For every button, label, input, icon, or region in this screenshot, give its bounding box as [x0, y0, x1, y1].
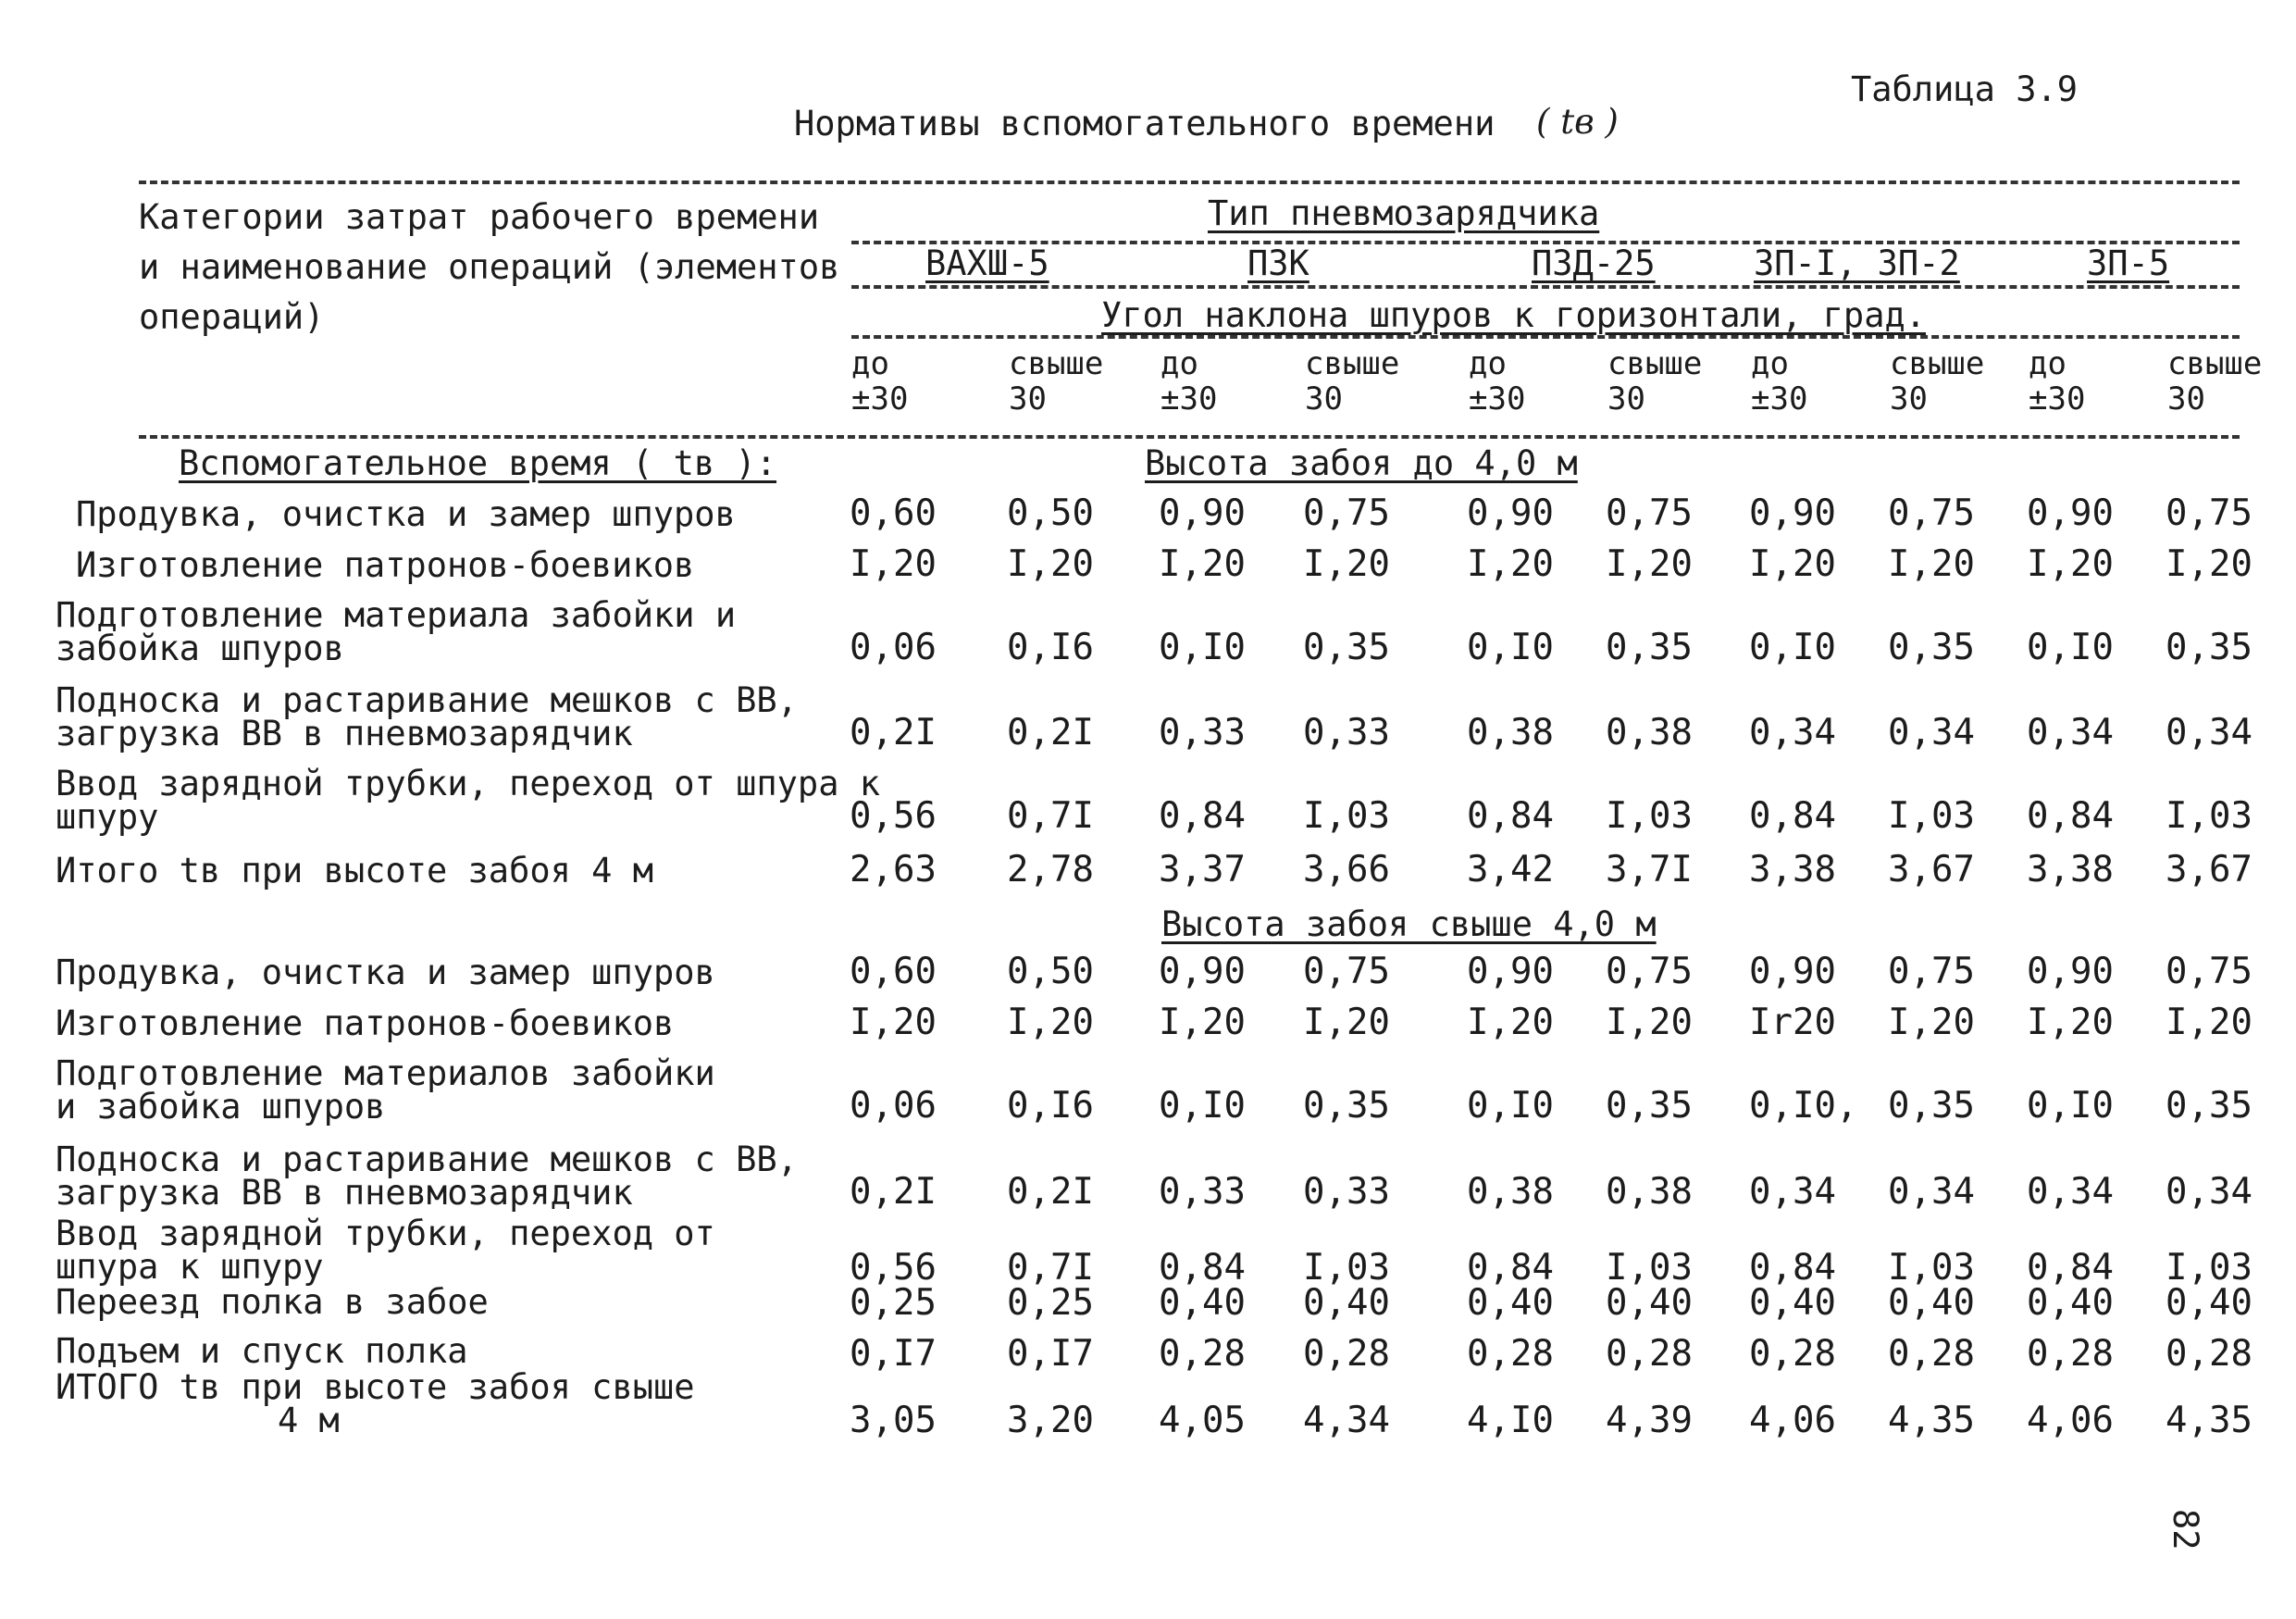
table-cell: 0,35 [1888, 627, 1975, 668]
table-label: Таблица 3.9 [1851, 69, 2079, 109]
table-cell: I,03 [2166, 1247, 2253, 1289]
row-label: и забойка шпуров [56, 1087, 386, 1127]
table-cell: 4,39 [1606, 1400, 1693, 1441]
header-bottom-rule [139, 435, 2240, 439]
table-cell: 0,7I [1007, 1247, 1094, 1289]
table-cell: 2,63 [850, 849, 937, 890]
table-cell: 0,I0 [1159, 627, 1246, 668]
table-cell: 0,35 [1303, 1085, 1390, 1127]
table-cell: 0,33 [1303, 712, 1390, 753]
table-cell: 3,67 [1888, 849, 1975, 890]
table-cell: 0,33 [1303, 1171, 1390, 1213]
table-cell: 0,35 [2166, 1085, 2253, 1127]
table-cell: 0,40 [1467, 1282, 1554, 1324]
table-cell: I,20 [1007, 1002, 1094, 1043]
table-cell: 0,56 [850, 795, 937, 837]
table-cell: I,03 [2166, 795, 2253, 837]
table-cell: 0,I0 [1467, 627, 1554, 668]
subcol-header: свыше 30 [1890, 345, 1985, 417]
table-cell: 0,28 [2027, 1333, 2114, 1375]
table-cell: I,20 [2166, 1002, 2253, 1043]
table-cell: 0,84 [1467, 1247, 1554, 1289]
table-cell: 0,40 [2166, 1282, 2253, 1324]
table-cell: I,03 [1606, 795, 1693, 837]
table-cell: 0,35 [1606, 1085, 1693, 1127]
row-label: Подноска и растаривание мешков с ВВ, [56, 680, 798, 720]
table-cell: 0,34 [1888, 1171, 1975, 1213]
table-cell: 3,20 [1007, 1400, 1094, 1441]
header-angle-label: Угол наклона шпуров к горизонтали, град. [1101, 295, 1927, 335]
table-cell: 0,84 [1159, 795, 1246, 837]
table-cell: 0,I0 [1749, 627, 1836, 668]
table-cell: I,20 [1303, 1002, 1390, 1043]
subcol-header: свыше 30 [1607, 345, 1703, 417]
table-cell: 0,84 [2027, 1247, 2114, 1289]
table-cell: 0,75 [1303, 951, 1390, 992]
table-cell: I,20 [1467, 543, 1554, 585]
table-cell: 0,40 [1159, 1282, 1246, 1324]
table-cell: 0,56 [850, 1247, 937, 1289]
table-cell: 3,38 [2027, 849, 2114, 890]
page-title: Нормативы вспомогательного времени [794, 104, 1496, 143]
table-cell: 0,33 [1159, 712, 1246, 753]
table-cell: I,20 [1159, 543, 1246, 585]
table-cell: 3,38 [1749, 849, 1836, 890]
row-label: шпура к шпуру [56, 1247, 324, 1287]
row-label: Изготовление патронов-боевиков [56, 1003, 675, 1043]
table-cell: I,20 [1606, 543, 1693, 585]
table-cell: 0,I6 [1007, 627, 1094, 668]
table-cell: 4,05 [1159, 1400, 1246, 1441]
table-cell: 0,84 [1159, 1247, 1246, 1289]
table-cell: I,20 [1888, 543, 1975, 585]
table-cell: 0,35 [1888, 1085, 1975, 1127]
title-symbol: ( tв ) [1536, 102, 1619, 142]
table-cell: 0,90 [1159, 492, 1246, 534]
section2-title: Высота забоя свыше 4,0 м [1161, 904, 1657, 944]
table-cell: 0,75 [1888, 951, 1975, 992]
table-cell: I,03 [1606, 1247, 1693, 1289]
subcol-header: свыше 30 [1009, 345, 1104, 417]
table-cell: 0,75 [1606, 951, 1693, 992]
table-cell: 0,75 [1888, 492, 1975, 534]
table-cell: 0,I0 [2027, 627, 2114, 668]
page-number: 82 [2166, 1509, 2205, 1551]
table-cell: 0,I6 [1007, 1085, 1094, 1127]
row-label: Ввод зарядной трубки, переход от шпура к [56, 764, 881, 803]
row-label: Подготовление материала забойки и [56, 595, 737, 635]
table-cell: 0,06 [850, 627, 937, 668]
table-cell: 0,90 [1159, 951, 1246, 992]
table-cell: 0,I7 [850, 1333, 937, 1375]
table-cell: 0,84 [1749, 795, 1836, 837]
table-cell: 0,40 [1303, 1282, 1390, 1324]
table-cell: 0,34 [2027, 1171, 2114, 1213]
table-cell: 3,42 [1467, 849, 1554, 890]
row-label: Подъем и спуск полка [56, 1331, 468, 1371]
table-cell: I,03 [1888, 795, 1975, 837]
table-cell: 4,06 [2027, 1400, 2114, 1441]
table-cell: 0,25 [1007, 1282, 1094, 1324]
row-label: ИТОГО tв при высоте забоя свыше [56, 1367, 695, 1407]
table-cell: 0,34 [1749, 712, 1836, 753]
table-cell: 0,06 [850, 1085, 937, 1127]
table-cell: I,20 [2166, 543, 2253, 585]
row-label: Изготовление патронов-боевиков [76, 545, 695, 585]
table-cell: 0,28 [1467, 1333, 1554, 1375]
header-charger-zp5: ЗП-5 [2087, 243, 2170, 283]
row-label: Итого tв при высоте забоя 4 м [56, 851, 654, 890]
table-cell: 0,90 [1749, 951, 1836, 992]
table-cell: 0,60 [850, 492, 937, 534]
table-cell: 0,2I [1007, 1171, 1094, 1213]
table-cell: 0,38 [1467, 712, 1554, 753]
row-label: забойка шпуров [56, 629, 344, 668]
header-charger-vakhsh: ВАХШ-5 [925, 243, 1049, 283]
table-cell: 0,50 [1007, 951, 1094, 992]
table-cell: 0,84 [1749, 1247, 1836, 1289]
subcol-header: до ±30 [1469, 345, 1526, 417]
table-cell: 0,38 [1606, 1171, 1693, 1213]
table-cell: 4,06 [1749, 1400, 1836, 1441]
section-label: Вспомогательное время ( tв ): [179, 443, 777, 483]
header-rule-3 [851, 335, 2240, 339]
table-cell: 4,34 [1303, 1400, 1390, 1441]
table-cell: 0,75 [1303, 492, 1390, 534]
table-cell: 0,35 [1606, 627, 1693, 668]
table-cell: 0,I7 [1007, 1333, 1094, 1375]
table-cell: 0,90 [1749, 492, 1836, 534]
table-cell: 0,40 [2027, 1282, 2114, 1324]
table-cell: 0,50 [1007, 492, 1094, 534]
table-cell: I,20 [2027, 543, 2114, 585]
table-cell: I,20 [850, 1002, 937, 1043]
row-label: Продувка, очистка и замер шпуров [56, 953, 715, 992]
table-cell: 0,28 [2166, 1333, 2253, 1375]
subcol-header: до ±30 [1751, 345, 1808, 417]
table-cell: I,20 [1007, 543, 1094, 585]
table-cell: I,20 [1606, 1002, 1693, 1043]
table-cell: 3,37 [1159, 849, 1246, 890]
table-cell: 0,2I [850, 712, 937, 753]
header-categories-line-3: операций) [139, 297, 325, 337]
table-cell: 0,28 [1159, 1333, 1246, 1375]
table-cell: 0,34 [2027, 712, 2114, 753]
table-cell: 4,I0 [1467, 1400, 1554, 1441]
table-cell: I,03 [1303, 795, 1390, 837]
row-label: 4 м [278, 1401, 340, 1440]
table-cell: 3,7I [1606, 849, 1693, 890]
table-cell: 0,38 [1467, 1171, 1554, 1213]
table-cell: 0,34 [1888, 712, 1975, 753]
table-cell: 0,28 [1749, 1333, 1836, 1375]
table-cell: 0,90 [2027, 951, 2114, 992]
header-charger-zp12: ЗП-I, ЗП-2 [1754, 243, 1960, 283]
top-rule [139, 181, 2240, 184]
table-cell: 0,35 [1303, 627, 1390, 668]
table-cell: 0,7I [1007, 795, 1094, 837]
table-cell: I,03 [1888, 1247, 1975, 1289]
row-label: Продувка, очистка и замер шпуров [76, 494, 736, 534]
table-cell: 0,28 [1303, 1333, 1390, 1375]
table-cell: 0,40 [1749, 1282, 1836, 1324]
table-cell: 0,25 [850, 1282, 937, 1324]
header-charger-type: Тип пневмозарядчика [1208, 193, 1600, 233]
table-cell: 0,90 [1467, 492, 1554, 534]
row-label: загрузка ВВ в пневмозарядчик [56, 1173, 633, 1213]
table-cell: 0,60 [850, 951, 937, 992]
row-label: загрузка ВВ в пневмозарядчик [56, 714, 633, 753]
table-cell: 0,34 [1749, 1171, 1836, 1213]
table-cell: Ir20 [1749, 1002, 1836, 1043]
table-cell: I,20 [1159, 1002, 1246, 1043]
table-cell: 0,75 [2166, 492, 2253, 534]
table-cell: 0,75 [2166, 951, 2253, 992]
table-cell: 0,34 [2166, 1171, 2253, 1213]
table-cell: I,20 [1888, 1002, 1975, 1043]
table-cell: 4,35 [2166, 1400, 2253, 1441]
header-rule-2 [851, 285, 2240, 289]
table-cell: 0,75 [1606, 492, 1693, 534]
row-label: Ввод зарядной трубки, переход от [56, 1214, 715, 1253]
table-cell: 0,I0 [1159, 1085, 1246, 1127]
row-label: Подготовление материалов забойки [56, 1053, 715, 1093]
table-cell: 0,40 [1606, 1282, 1693, 1324]
table-cell: 4,35 [1888, 1400, 1975, 1441]
header-categories-line-1: Категории затрат рабочего времени [139, 197, 820, 237]
table-cell: 0,38 [1606, 712, 1693, 753]
table-cell: 2,78 [1007, 849, 1094, 890]
table-cell: 3,67 [2166, 849, 2253, 890]
table-cell: I,20 [2027, 1002, 2114, 1043]
section1-title: Высота забоя до 4,0 м [1145, 443, 1578, 483]
table-cell: 0,34 [2166, 712, 2253, 753]
table-cell: I,20 [1467, 1002, 1554, 1043]
table-cell: 3,05 [850, 1400, 937, 1441]
table-cell: 0,40 [1888, 1282, 1975, 1324]
table-cell: 0,35 [2166, 627, 2253, 668]
table-cell: I,20 [1303, 543, 1390, 585]
table-cell: 0,33 [1159, 1171, 1246, 1213]
header-charger-pzd: ПЗД-25 [1532, 243, 1656, 283]
table-cell: 3,66 [1303, 849, 1390, 890]
table-cell: 0,90 [2027, 492, 2114, 534]
table-cell: 0,2I [1007, 712, 1094, 753]
subcol-header: до ±30 [851, 345, 909, 417]
row-label: шпуру [56, 797, 159, 837]
row-label: Подноска и растаривание мешков с ВВ, [56, 1140, 798, 1179]
subcol-header: до ±30 [1160, 345, 1218, 417]
table-cell: 0,I0, [1749, 1085, 1858, 1127]
header-charger-pzk: ПЗК [1247, 243, 1309, 283]
table-cell: 0,28 [1888, 1333, 1975, 1375]
table-cell: 0,90 [1467, 951, 1554, 992]
subcol-header: до ±30 [2029, 345, 2086, 417]
header-categories-line-2: и наименование операций (элементов [139, 247, 840, 287]
row-label: Переезд полка в забое [56, 1282, 489, 1322]
table-cell: 0,I0 [2027, 1085, 2114, 1127]
subcol-header: свыше 30 [1305, 345, 1400, 417]
table-cell: 0,2I [850, 1171, 937, 1213]
table-cell: I,20 [1749, 543, 1836, 585]
table-cell: I,20 [850, 543, 937, 585]
table-cell: 0,I0 [1467, 1085, 1554, 1127]
table-cell: 0,84 [2027, 795, 2114, 837]
table-cell: 0,28 [1606, 1333, 1693, 1375]
subcol-header: свыше 30 [2167, 345, 2263, 417]
table-cell: I,03 [1303, 1247, 1390, 1289]
table-cell: 0,84 [1467, 795, 1554, 837]
